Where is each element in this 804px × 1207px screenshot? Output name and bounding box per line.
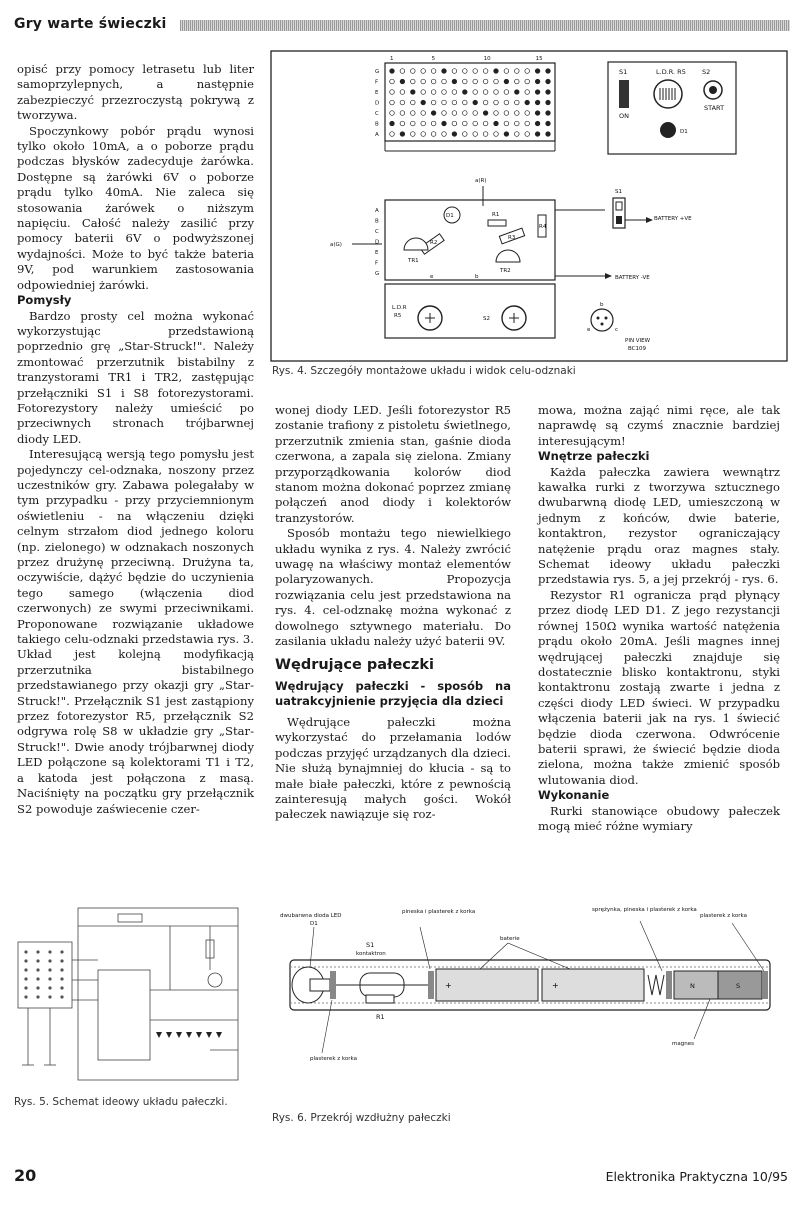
board-hole	[483, 121, 488, 126]
badge-front-view	[608, 62, 736, 154]
row-letter: B	[375, 218, 379, 225]
board-hole	[421, 90, 426, 95]
board-hole	[494, 90, 499, 95]
board-hole	[546, 79, 551, 84]
paragraph: Bardzo prosty cel można wykonać wykorzystując przedstawioną poprzednio grę „Star-Struck!". Należy zmontować przerzutnik bistabilny z tranzystorami TR1 i TR2, zastępując przełączniki S1 i S8 fotorezystorami. Fotorezystory należy umieścić po przeciwnych stronach trójbarwnej diody LED.	[17, 308, 254, 446]
magazine-issue: Elektronika Praktyczna 10/95	[605, 1169, 788, 1184]
figure-4-caption: Rys. 4. Szczegóły montażowe układu i widok celu-odznaki	[272, 365, 576, 377]
board-hole	[411, 121, 416, 126]
board-hole	[411, 69, 416, 74]
board-hole	[473, 111, 478, 116]
column-number: 15	[535, 56, 543, 62]
schematic-dot	[24, 977, 27, 980]
board-hole	[483, 90, 488, 95]
svg-text:L.D.R. R5: L.D.R. R5	[656, 68, 686, 76]
column-number: 5	[431, 56, 436, 62]
board-hole	[515, 121, 520, 126]
board-hole	[431, 121, 436, 126]
paragraph: Rurki stanowiące obudowy pałeczek mogą mieć różne wymiary	[538, 803, 780, 833]
board-hole	[463, 100, 468, 105]
paragraph: opisć przy pomocy letrasetu lub liter samoprzylepnych, a następnie zabezpieczyć przezroczystą pokrywą z tworzywa.	[17, 62, 254, 123]
schematic-dot	[48, 995, 51, 998]
board-hole	[535, 69, 540, 74]
schematic-dot	[24, 986, 27, 989]
board-hole	[452, 90, 457, 95]
board-hole	[473, 121, 478, 126]
board-hole	[400, 90, 405, 95]
schematic-dot	[60, 986, 63, 989]
subheading-wnetrze: Wnętrze pałeczki	[538, 449, 650, 464]
row-letter: B	[375, 121, 379, 128]
perfboard-top	[375, 56, 555, 151]
paragraph: Wędrujące pałeczki można wykorzystać do przełamania lodów podczas przyjęć urządzanych dla dzieci. Nie służą bynajmniej do kłucia - są to małe białe pałeczki, które z pewnością zainteresują małych gości. Wokół pałeczek nawiązuje się roz-	[275, 714, 511, 822]
board-hole	[515, 69, 520, 74]
board-hole	[494, 132, 499, 137]
svg-text:TR2: TR2	[500, 268, 511, 274]
board-hole	[463, 69, 468, 74]
board-hole	[442, 111, 447, 116]
board-hole	[473, 69, 478, 74]
figure-5-caption: Rys. 5. Schemat ideowy układu pałeczki.	[14, 1096, 228, 1108]
board-hole	[421, 111, 426, 116]
led-symbol	[216, 1032, 222, 1038]
board-hole	[442, 79, 447, 84]
svg-text:c: c	[615, 327, 619, 333]
svg-text:magnes: magnes	[672, 1041, 694, 1047]
schematic-dot	[60, 977, 63, 980]
board-hole	[546, 100, 551, 105]
board-hole	[504, 121, 509, 126]
board-hole	[525, 79, 530, 84]
board-hole	[452, 79, 457, 84]
schematic-dot	[36, 959, 39, 962]
figure-5	[10, 900, 250, 1090]
svg-text:dwubarwna dioda LED: dwubarwna dioda LED	[280, 913, 342, 919]
board-hole	[431, 79, 436, 84]
board-hole	[473, 90, 478, 95]
board-hole	[535, 121, 540, 126]
board-hole	[431, 132, 436, 137]
board-hole	[400, 69, 405, 74]
board-hole	[515, 90, 520, 95]
board-hole	[390, 111, 395, 116]
board-hole	[421, 121, 426, 126]
subheading-pomysly: Pomysły	[17, 293, 72, 308]
schematic-dot	[48, 977, 51, 980]
row-letter: F	[375, 79, 379, 86]
svg-text:D1: D1	[310, 921, 318, 927]
schematic-dot	[24, 968, 27, 971]
column-3	[538, 403, 780, 834]
schematic-dot	[48, 968, 51, 971]
header-hatch-bar	[180, 20, 790, 31]
board-hole	[504, 90, 509, 95]
page-header	[14, 16, 790, 36]
tube-cross-section	[290, 960, 770, 1010]
svg-text:START: START	[704, 104, 725, 112]
row-letter: F	[375, 260, 379, 267]
board-hole	[452, 132, 457, 137]
board-hole	[535, 132, 540, 137]
board-hole	[463, 132, 468, 137]
board-hole	[546, 90, 551, 95]
board-hole	[525, 121, 530, 126]
figure-6-caption: Rys. 6. Przekrój wzdłużny pałeczki	[272, 1112, 451, 1124]
paragraph: Interesującą wersją tego pomysłu jest pojedynczy cel-odznaka, noszony przez uczestników gry. Zabawa polegałaby w tym przypadku - przy przyciemnionym oświetleniu - na włączeniu dzięki celnym strzałom diod jednego koloru (np. zielonego) w odznakach noszonych przez drużynę przeciwną. Drużyna ta, oczywiście, dążyć będzie do uczynienia tego samego (włączenia diod czerwonych) ze swymi przeciwnikami. Proponowane rozwiązanie układowe takiego celu-odznaki przedstawia rys. 3. Układ jest kolejną modyfikacją przerzutnika bistabilnego przedstawianego przy okazji gry „Star-Struck!". Przełącznik S1 jest zastąpiony przez fotorezystor R5, przełącznik S2 odgrywa rolę S8 w układzie gry „Star-Struck!". Dwie anody trójbarwnej diody LED połączone są kolektorami T1 i T2, a katoda jest połączona z masą. Naciśnięty na początku gry przełącznik S2 powoduje zaświecenie czer-	[17, 447, 254, 816]
board-hole	[515, 79, 520, 84]
led-symbol	[156, 1032, 162, 1038]
board-hole	[390, 132, 395, 137]
page-number: 20	[14, 1166, 37, 1185]
svg-text:pineska i plasterek z korka: pineska i plasterek z korka	[402, 909, 476, 915]
board-hole	[452, 100, 457, 105]
column-2	[275, 403, 511, 823]
board-hole	[431, 111, 436, 116]
board-hole	[400, 79, 405, 84]
subheading-wykonanie: Wykonanie	[538, 788, 610, 803]
board-hole	[442, 69, 447, 74]
svg-text:BATTERY -VE: BATTERY -VE	[615, 275, 650, 281]
figure-4	[270, 50, 788, 362]
svg-text:S1: S1	[615, 189, 622, 195]
board-hole	[442, 121, 447, 126]
led-symbol	[196, 1032, 202, 1038]
board-hole	[421, 79, 426, 84]
board-hole	[483, 100, 488, 105]
schematic-dot	[60, 950, 63, 953]
schematic-dot	[36, 950, 39, 953]
paragraph: Każda pałeczka zawiera wewnątrz kawałka rurki z tworzywa sztucznego dwubarwną diodę LED, umieszczoną w jednym z końców, dwie baterie, kontaktron, rezystor ograniczający natężenie prądu oraz magnes stały. Schemat ideowy układu pałeczki przedstawia rys. 5, a jej przekrój - rys. 6.	[538, 464, 780, 587]
article-heading: Wędrujące pałeczki	[275, 656, 434, 673]
board-hole	[494, 79, 499, 84]
board-hole	[452, 121, 457, 126]
svg-text:S2: S2	[483, 316, 490, 322]
svg-text:BC109: BC109	[628, 346, 647, 352]
board-hole	[504, 111, 509, 116]
board-hole	[442, 90, 447, 95]
row-letter: A	[375, 208, 379, 214]
schematic-dot	[60, 959, 63, 962]
schematic-dot	[24, 995, 27, 998]
board-hole	[525, 132, 530, 137]
row-letter: G	[375, 271, 380, 277]
board-hole	[535, 79, 540, 84]
svg-text:R2: R2	[430, 240, 438, 246]
schematic-dot	[48, 959, 51, 962]
paragraph: Rezystor R1 ogranicza prąd płynący przez diodę LED D1. Z jego rezystancji równej 150Ω wynika wartość natężenia prądu około 20mA. Jeśli magnes innej wędrującej pałeczki znajduje się dostatecznie blisko kontaktronu, styki kontaktronu zostają zwarte i jedna z części diody LED świeci. W przypadku włączenia baterii jak na rys. 1 świecić będzie dioda czerwona. Odwrócenie baterii sprawi, że świecić będzie dioda zielona, można także zmienić sposób wlutowania diod.	[538, 587, 780, 787]
svg-text:D1: D1	[680, 129, 688, 135]
svg-text:PIN VIEW: PIN VIEW	[625, 338, 651, 344]
board-hole	[411, 90, 416, 95]
board-hole	[421, 100, 426, 105]
board-hole	[390, 79, 395, 84]
board-hole	[400, 111, 405, 116]
board-hole	[525, 100, 530, 105]
paragraph: Spoczynkowy pobór prądu wynosi tylko około 10mA, a o poborze prądu podczas błysków zadecyduje żarówka. Dostępne są żarówki 6V o poborze prądu tylko 40mA. Nie zaleca się stosowania żarówek o niższym napięciu. Całość należy zasilić przy pomocy baterii 6V o podwyższonej wydajności. Może to być także bateria 9V, pod warunkiem zastosowania odpowiedniej żarówki.	[17, 123, 254, 292]
board-hole	[442, 132, 447, 137]
board-hole	[535, 100, 540, 105]
svg-text:e: e	[587, 327, 591, 333]
board-hole	[546, 111, 551, 116]
board-hole	[483, 111, 488, 116]
svg-text:plasterek z korka: plasterek z korka	[700, 913, 747, 919]
board-hole	[390, 69, 395, 74]
board-hole	[421, 132, 426, 137]
board-hole	[411, 100, 416, 105]
badge-back-view	[385, 284, 651, 352]
board-hole	[442, 100, 447, 105]
svg-text:TR1: TR1	[408, 258, 419, 264]
board-hole	[515, 111, 520, 116]
svg-text:BATTERY +VE: BATTERY +VE	[654, 216, 692, 222]
board-hole	[463, 79, 468, 84]
board-hole	[494, 121, 499, 126]
svg-text:D1: D1	[446, 213, 454, 219]
schematic-dot	[48, 950, 51, 953]
row-letter: C	[375, 111, 379, 117]
board-hole	[494, 111, 499, 116]
row-letter: C	[375, 229, 379, 235]
figure-6	[270, 895, 788, 1080]
svg-text:R1: R1	[376, 1013, 385, 1021]
row-letter: A	[375, 132, 379, 138]
board-hole	[452, 69, 457, 74]
svg-text:plasterek z korka: plasterek z korka	[310, 1056, 357, 1062]
svg-text:N: N	[690, 982, 695, 990]
board-hole	[473, 132, 478, 137]
paragraph: Sposób montażu tego niewielkiego układu wynika z rys. 4. Należy zwrócić uwagę na właściwy montaż elementów polaryzowanych. Propozycja rozwiązania celu jest przedstawiona na rys. 4. cel-odznakę można wykonać z dowolnego sztywnego materiału. Do zasilania układu należy użyć baterii 9V.	[275, 526, 511, 649]
board-hole	[546, 121, 551, 126]
svg-text:baterie: baterie	[500, 936, 520, 942]
schematic-dot	[60, 995, 63, 998]
svg-text:S1: S1	[619, 68, 628, 76]
schematic-dot	[60, 968, 63, 971]
stripboard-layout	[330, 178, 555, 280]
article-subheading: Wędrujący pałeczki - sposób na uatrakcyjnienie przyjęcia dla dzieci	[275, 678, 511, 708]
column-number: 10	[483, 56, 491, 62]
board-hole	[463, 121, 468, 126]
svg-text:S2: S2	[702, 68, 711, 76]
row-letter: G	[375, 69, 380, 75]
svg-text:a(R): a(R)	[475, 178, 487, 184]
board-hole	[411, 79, 416, 84]
board-hole	[390, 90, 395, 95]
svg-text:R4: R4	[539, 224, 547, 230]
schematic-dot	[48, 986, 51, 989]
svg-text:+: +	[445, 981, 452, 990]
board-hole	[525, 111, 530, 116]
svg-text:S1: S1	[366, 941, 375, 949]
row-letter: E	[375, 250, 379, 256]
board-hole	[411, 111, 416, 116]
board-hole	[483, 69, 488, 74]
board-hole	[400, 121, 405, 126]
svg-text:R5: R5	[394, 313, 402, 319]
svg-text:R3: R3	[508, 235, 516, 241]
board-hole	[431, 69, 436, 74]
board-hole	[421, 69, 426, 74]
board-hole	[463, 90, 468, 95]
board-hole	[411, 132, 416, 137]
led-symbol	[176, 1032, 182, 1038]
board-hole	[504, 79, 509, 84]
svg-text:a(G): a(G)	[330, 242, 342, 248]
svg-text:kontaktron: kontaktron	[356, 951, 386, 957]
svg-text:ON: ON	[619, 112, 629, 120]
board-hole	[515, 132, 520, 137]
led-symbol	[206, 1032, 212, 1038]
svg-text:b: b	[600, 302, 604, 308]
board-hole	[431, 90, 436, 95]
board-hole	[535, 111, 540, 116]
board-hole	[390, 100, 395, 105]
row-letter: D	[375, 100, 380, 107]
board-hole	[473, 79, 478, 84]
board-hole	[515, 100, 520, 105]
board-hole	[525, 90, 530, 95]
column-1	[17, 62, 254, 817]
board-hole	[452, 111, 457, 116]
board-hole	[546, 69, 551, 74]
board-hole	[473, 100, 478, 105]
board-hole	[400, 100, 405, 105]
battery-connections	[555, 189, 692, 281]
board-hole	[525, 69, 530, 74]
svg-text:e: e	[430, 274, 434, 280]
svg-text:b: b	[475, 274, 479, 280]
board-hole	[390, 121, 395, 126]
svg-text:S: S	[736, 982, 741, 990]
led-symbol	[186, 1032, 192, 1038]
schematic-dot	[36, 986, 39, 989]
board-hole	[494, 100, 499, 105]
schematic-dot	[24, 950, 27, 953]
paragraph: mowa, można zająć nimi ręce, ale tak naprawdę są czymś znacznie bardziej interesującym!	[538, 403, 780, 448]
board-hole	[483, 79, 488, 84]
board-hole	[463, 111, 468, 116]
schematic-dot	[36, 977, 39, 980]
schematic-dot	[36, 968, 39, 971]
board-hole	[504, 69, 509, 74]
svg-text:R1: R1	[492, 212, 500, 218]
svg-text:sprężynka, pineska i plasterek: sprężynka, pineska i plasterek z korka	[592, 907, 697, 913]
paragraph: wonej diody LED. Jeśli fotorezystor R5 zostanie trafiony z pistoletu świetlnego, przerzutnik zmienia stan, gaśnie dioda czerwona, a zapala się zielona. Zmiany przyporządkowania kolorów diod stanom można dokonać poprzez zmianę połączeń anod diody i kolektorów tranzystorów.	[275, 403, 511, 525]
row-letter: E	[375, 90, 379, 96]
board-hole	[431, 100, 436, 105]
section-title: Gry warte świeczki	[14, 16, 167, 32]
svg-text:+: +	[552, 981, 559, 990]
board-hole	[400, 132, 405, 137]
board-hole	[504, 100, 509, 105]
board-hole	[546, 132, 551, 137]
schematic-dot	[36, 995, 39, 998]
led-symbol	[166, 1032, 172, 1038]
board-hole	[483, 132, 488, 137]
schematic-dot	[24, 959, 27, 962]
board-hole	[504, 132, 509, 137]
row-letter: D	[375, 239, 380, 246]
board-hole	[535, 90, 540, 95]
svg-text:L.D.R: L.D.R	[392, 305, 407, 311]
column-number: 1	[390, 56, 394, 62]
board-hole	[494, 69, 499, 74]
